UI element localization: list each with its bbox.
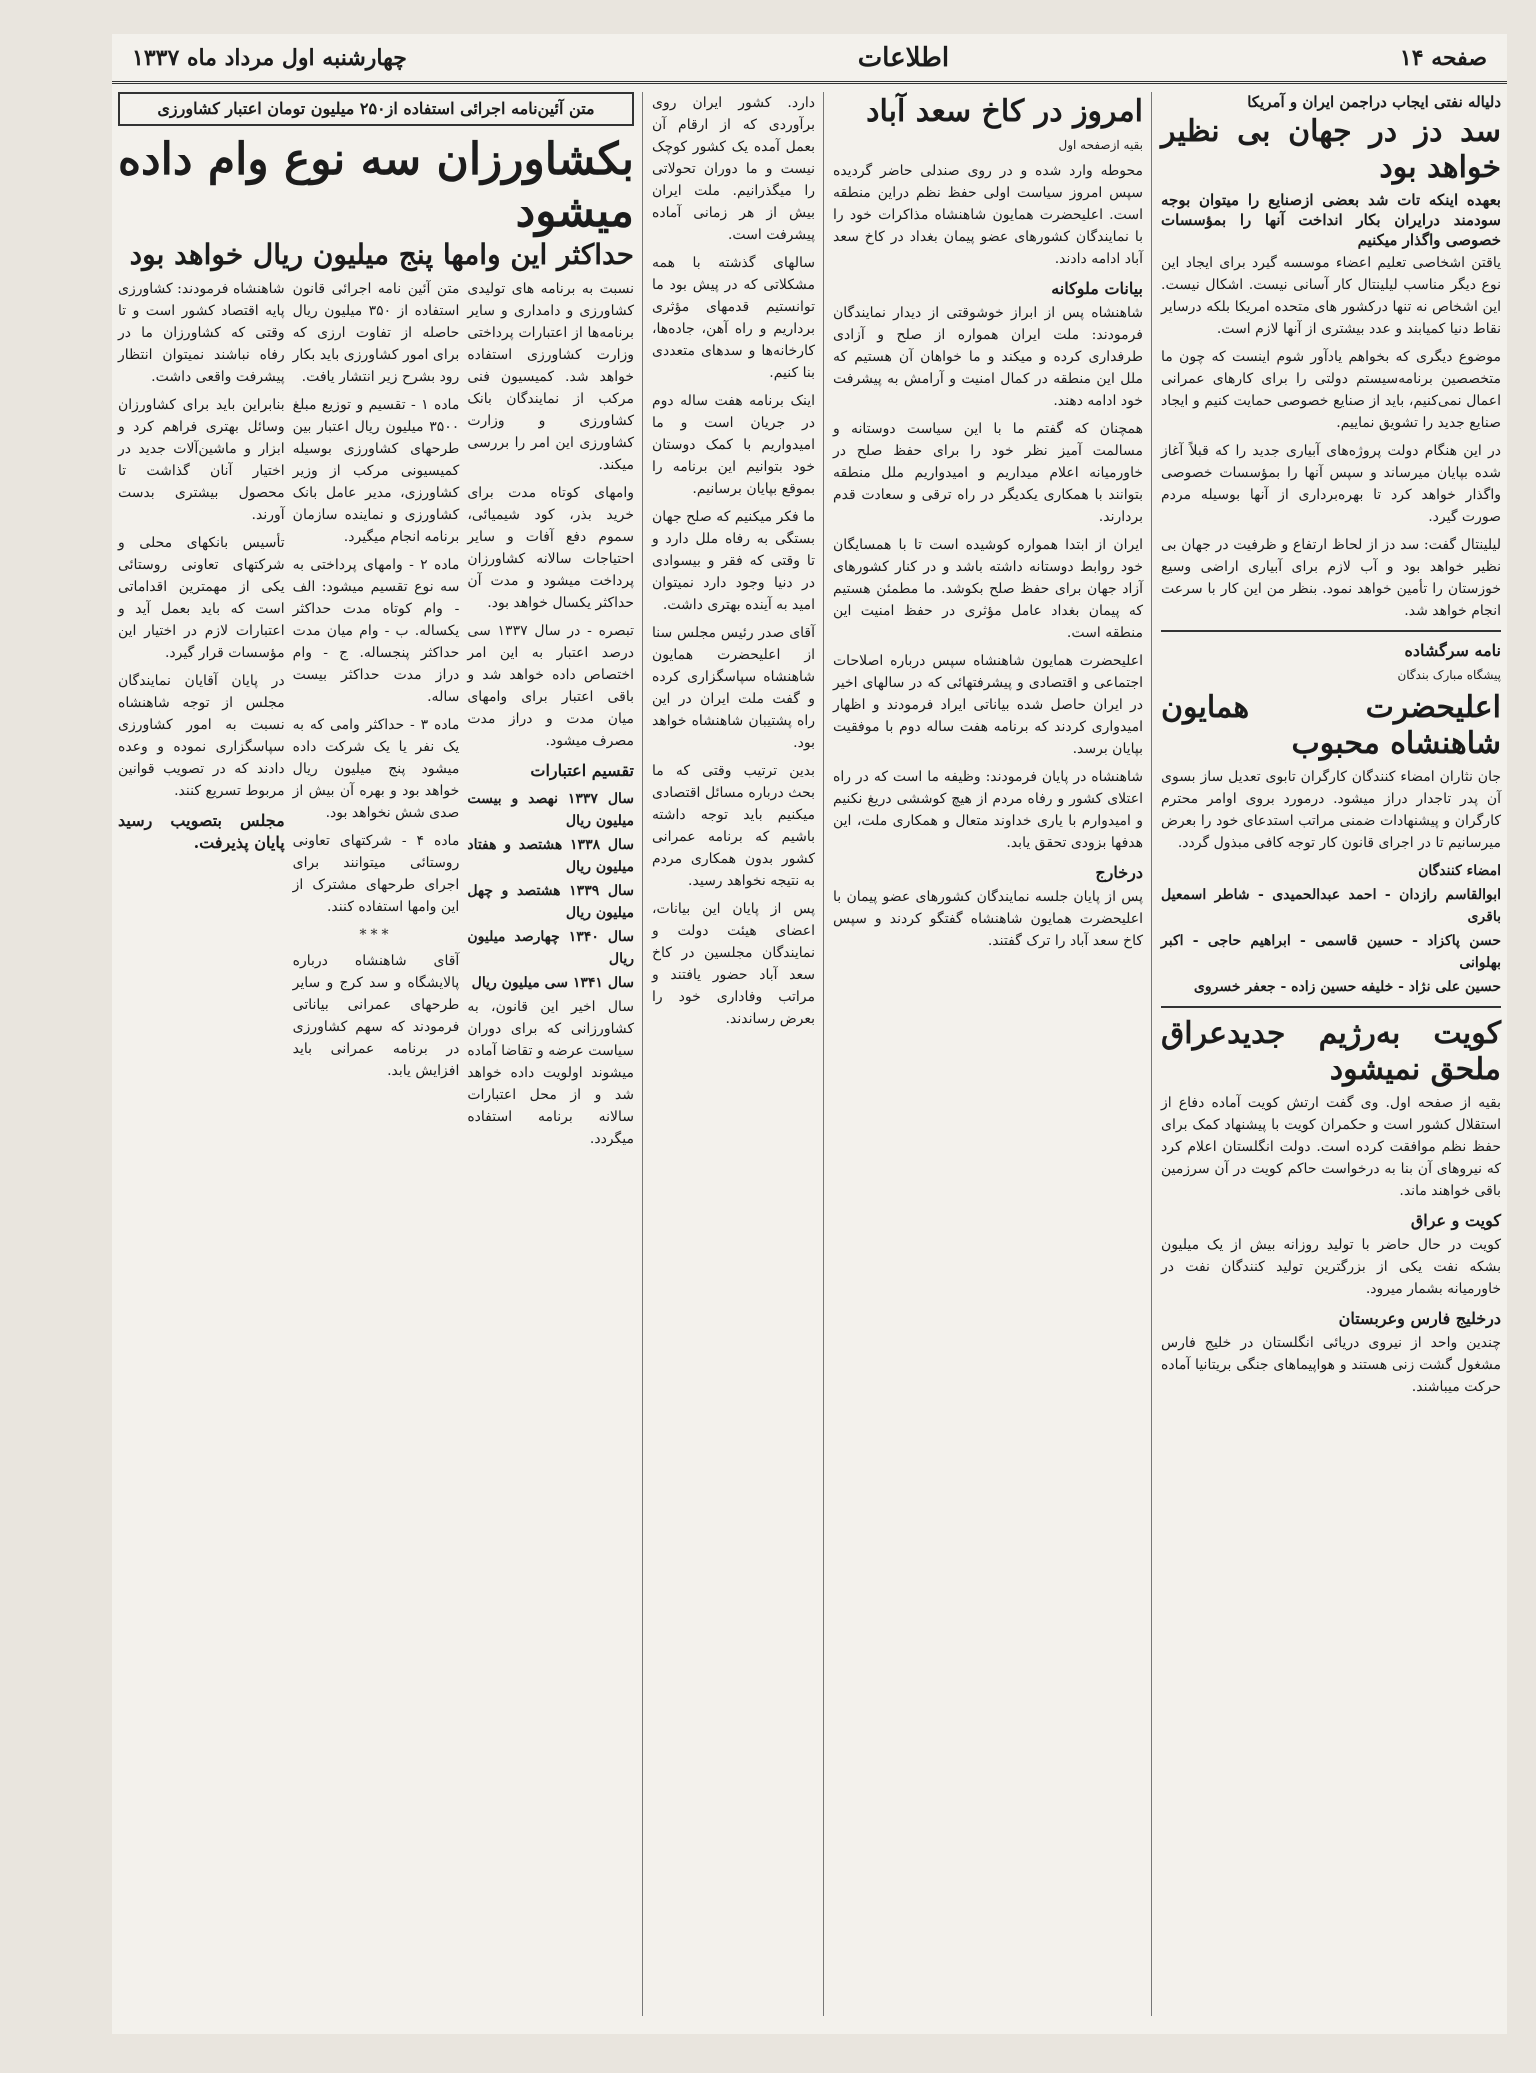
paragraph: سال اخیر این قانون، به کشاورزانی که برای دوران سیاست عرضه و تقاضا آماده میشوند اولویت داده خواهد شد و از محل اعتبارات سالانه برنامه استفاده میگردد.: [467, 999, 634, 1147]
sub-column-right: [467, 278, 634, 1156]
paragraph: پس از پایان این بیانات، اعضای هیئت دولت و نمایندگان مجلسین در کاخ سعد آباد حضور یافتند و مراتب وفاداری خود را بعرض رساندند.: [652, 901, 815, 1027]
article-headline: امروز در کاخ سعد آباد: [866, 94, 1143, 129]
continued-from: بقیه ازصفحه اول: [1058, 138, 1143, 152]
article-headline: سد دز در جهان بی نظیر خواهد بود: [1161, 114, 1501, 185]
paragraph: در پایان آقایان نمایندگان مجلس از توجه شاهنشاه نسبت به امور کشاورزی سپاسگزاری نموده و وعده دادند که در تصویب قوانین مربوط تسریع کنند.: [117, 673, 285, 799]
article-deck: بعهده اینکه تات شد بعضی ازصنایع را میتوان بوجه سودمند درایران بکار انداخت آنها را بمؤسسات خصوصی واگذار میکنیم: [1161, 191, 1501, 249]
article-footer: مجلس بتصویب رسید پایان پذیرفت.: [117, 811, 285, 852]
paragraph: در این هنگام دولت پروژه‌های آبیاری جدید را که قبلاً آغاز شده بپایان میرساند و سپس آنها را بمؤسسات خصوصی واگذار خواهد کرد تا بهره‌برداری از آنها بوسیله مردم صورت گیرد.: [1161, 443, 1501, 525]
paragraph: آقای شاهنشاه درباره پالایشگاه و سد کرج و سایر طرحهای عمرانی بیاناتی فرمودند که سهم کشاورزی در برنامه عمرانی باید افزایش یابد.: [292, 953, 460, 1079]
allocation-item: سال ۱۳۳۷ نهصد و بیست میلیون ریال: [467, 791, 634, 829]
signers-line: حسین علی نژاد - خلیفه حسین زاده - جعفر خسروی: [1193, 979, 1501, 995]
section-title: بیانات ملوکانه: [1051, 279, 1143, 298]
section-title: کویت و عراق: [1410, 1211, 1501, 1230]
main-headline: بکشاورزان سه نوع وام داده میشود: [118, 134, 634, 237]
paragraph: نسبت به برنامه های تولیدی کشاورزی و دامداری و سایر برنامه‌ها از اعتبارات پرداختی وزارت کشاورزی استفاده خواهد شد. کمیسیون فنی مرکب از نمایندگان بانک کشاورزی و وزارت کشاورزی این امر را بررسی میکند.: [467, 281, 634, 473]
paragraph: اعلیحضرت همایون شاهنشاه سپس درباره اصلاحات اجتماعی و اقتصادی و پیشرفتهائی که در سالهای اخیر در ایران حاصل شده بیاناتی ایراد فرمودند و اظهار امیدواری کردند که برنامه هفت ساله دوم با موفقیت بپایان برسد.: [833, 653, 1143, 757]
signers-title: امضاء کنندگان: [1418, 863, 1501, 879]
paragraph: شاهنشاه پس از ابراز خوشوقتی از دیدار نمایندگان فرمودند: ملت ایران همواره از صلح و آزادی طرفداری کرده و میکند و ما خواهان آن هستیم که ملل این منطقه در کمال امنیت و آرامش به پیشرفت خود ادامه دهند.: [833, 305, 1143, 409]
masthead: [112, 34, 1507, 84]
paragraph: لیلینتال گفت: سد دز از لحاظ ارتفاع و ظرفیت در جهان بی نظیر خواهد بود و آب لازم برای آبیاری اراضی وسیع خوزستان را تأمین خواهد نمود. بنظر من این کار با سرعت انجام خواهد شد.: [1161, 537, 1501, 619]
section-title: درخارج: [1095, 863, 1143, 882]
paragraph: ماده ۳ - حداکثر وامی که به یک نفر یا یک شرکت داده میشود پنج میلیون ریال خواهد بود و بهره آن بیش از صدی شش نخواهد بود.: [292, 717, 460, 821]
paragraph: آقای صدر رئیس مجلس سنا از اعلیحضرت همایون شاهنشاه سپاسگزاری کرده و گفت ملت ایران در این راه پشتیبان شاهنشاه خواهد بود.: [652, 625, 815, 751]
divider: [1161, 630, 1501, 632]
paragraph: متن آئین نامه اجرائی قانون استفاده از ۳۵۰ میلیون ریال حاصله از تفاوت ارزی که برای امور کشاورزی باید بکار رود بشرح زیر انتشار یافت.: [292, 281, 460, 385]
paragraph: یاقتن اشخاصی تعلیم اعضاء موسسه گیرد برای ایجاد این نوع دیگر مناسب لیلینتال کار آسانی نیست. اشکال نیست. این اشخاص نه تنها درکشور های متحده امریکا بلکه درسایر نقاط دنیا کمیابند و عدد بیشتری از آنها لازم است.: [1161, 255, 1501, 337]
divider: [1161, 1006, 1501, 1008]
column-3: [646, 92, 821, 2016]
column-1: [1155, 92, 1507, 2016]
paragraph: جان نثاران امضاء کنندگان کارگران تابوی تعدیل ساز بسوی آن پدر تاجدار دراز میشود. درمورد بروی اوامر محترم کارگران و پیشنهادات ضمنی مراتب استدعای خود را بعرض میرسانیم تا در اجرای قانون کار توجه کافی مبذول گردد.: [1161, 769, 1501, 851]
allocation-list: [467, 788, 634, 994]
newspaper-name: اطلاعات: [857, 42, 950, 73]
sub-column-left: [118, 278, 285, 1156]
allocation-item: سال ۱۳۳۸ هشتصد و هفتاد میلیون ریال: [467, 837, 634, 875]
paragraph: اینک برنامه هفت ساله دوم در جریان است و ما امیدواریم با کمک دوستان خود بتوانیم این برنامه را بموقع بپایان برسانیم.: [652, 393, 815, 497]
separator-stars: ***: [359, 927, 393, 943]
issue-date: چهارشنبه اول مرداد ماه ۱۳۳۷: [132, 44, 407, 71]
paragraph: تبصره - در سال ۱۳۳۷ سی درصد اعتبار به این امر اختصاص داده خواهد شد و باقی اعتبار برای وامهای میان مدت و دراز مدت مصرف میشود.: [467, 623, 634, 749]
page-number: صفحه ۱۴: [1399, 44, 1487, 71]
sub-columns: [118, 278, 634, 1156]
allocation-item: سال ۱۳۴۰ چهارصد میلیون ریال: [467, 929, 634, 967]
paragraph: بقیه از صفحه اول. وی گفت ارتش کویت آماده دفاع از استقلال کشور است و حکمران کویت با پیشنهاد کمک برای حفظ نظم موافقت کرده است. دولت انگلستان اعلام کرد که نیروهای آن بنا به درخواست حاکم کویت در آن سرزمین باقی خواهند ماند.: [1161, 1095, 1501, 1199]
allocation-item: سال ۱۳۳۹ هشتصد و چهل میلیون ریال: [467, 883, 634, 921]
paragraph: محوطه وارد شده و در روی صندلی حاضر گردیده سپس امروز سیاست اولی حفظ نظم دراین منطقه است. اعلیحضرت همایون شاهنشاه مذاکرات خود را با نمایندگان کشورهای عضو پیمان بغداد در کاخ سعد آباد ادامه دادند.: [833, 163, 1143, 267]
paragraph: شاهنشاه در پایان فرمودند: وظیفه ما است که در راه اعتلای کشور و رفاه مردم از هیچ کوششی دریغ نکنیم و امیدوارم با یاری خداوند متعال و همکاری ملت، این هدفها بزودی تحقق یابد.: [833, 769, 1143, 851]
section-title: تقسیم اعتبارات: [530, 761, 634, 780]
column-rule: [1151, 92, 1152, 2016]
paragraph: همچنان که گفتم ما با این سیاست دوستانه و مسالمت آمیز نظر خود را برای حفظ صلح در خاورمیانه اعلام میداریم و امیدواریم ملل منطقه بتوانند با همکاری یکدیگر در راه ترقی و سعادت قدم بردارند.: [833, 421, 1143, 525]
article-kicker: دلیاله نفتی ایجاب دراجمن ایران و آمریکا: [1247, 93, 1501, 111]
allocation-item: سال ۱۳۴۱ سی میلیون ریال: [471, 975, 634, 991]
paragraph: بدین ترتیب وقتی که ما بحث درباره مسائل اقتصادی میکنیم باید توجه داشته باشیم که برنامه عمرانی کشور بدون همکاری مردم به نتیجه نخواهد رسید.: [652, 763, 815, 889]
paragraph: ماده ۲ - وامهای پرداختی به سه نوع تقسیم میشود: الف - وام کوتاه مدت حداکثر یکساله. ب - وام میان مدت حداکثر پنجساله. ج - وام دراز مدت حداکثر بیست ساله.: [292, 557, 460, 705]
article-headline: کویت به‌رژیم جدیدعراق ملحق نمیشود: [1161, 1016, 1501, 1087]
paragraph: شاهنشاه فرمودند: کشاورزی پایه اقتصاد کشور است و تا وقتی که کشاورزان ما در رفاه نباشند نمیتوان انتظار پیشرفت واقعی داشت.: [117, 281, 285, 385]
column-2: [827, 92, 1149, 2016]
signers-list: [1161, 860, 1501, 998]
article-headline: اعلیحضرت همایون شاهنشاه محبوب: [1161, 690, 1501, 761]
paragraph: پس از پایان جلسه نمایندگان کشورهای عضو پیمان با اعلیحضرت همایون شاهنشاه گفتگو کردند و سپس کاخ سعد آباد را ترک گفتند.: [833, 889, 1143, 949]
column-rule: [642, 92, 643, 2016]
paragraph: ما فکر میکنیم که صلح جهان بستگی به رفاه ملل دارد و تا وقتی که فقر و بیسوادی در دنیا وجود دارد نمیتوان امید به آینده بهتری داشت.: [652, 509, 815, 613]
section-title: نامه سرگشاده: [1404, 641, 1501, 660]
signers-line: ابوالقاسم رازدان - احمد عبدالحمیدی - شاطر اسمعیل باقری: [1161, 887, 1501, 925]
paragraph: موضوع دیگری که بخواهم یادآور شوم اینست که چون ما متخصصین برنامه‌سیستم دولتی را برای کارهای عمرانی اعمال نمی‌کنیم، باید از صنایع خصوصی حمایت کنیم و ایجاد صنایع جدید را تشویق نماییم.: [1161, 349, 1501, 431]
section-subtitle: پیشگاه مبارک بندگان: [1397, 668, 1501, 682]
column-rule: [823, 92, 824, 2016]
paragraph: ماده ۴ - شرکتهای تعاونی روستائی میتوانند برای اجرای طرحهای مشترک از این وامها استفاده کنند.: [292, 833, 460, 915]
boxed-title: متن آئین‌نامه اجرائی استفاده از۲۵۰ میلیون تومان اعتبار کشاورزی: [118, 92, 634, 126]
paragraph: کویت در حال حاضر با تولید روزانه بیش از یک میلیون بشکه نفت یکی از بزرگترین تولید کنندگان نفت در خاورمیانه بشمار میرود.: [1161, 1237, 1501, 1297]
sub-column-middle: [293, 278, 460, 1156]
paragraph: تأسیس بانکهای محلی و شرکتهای تعاونی روستائی یکی از مهمترین اقداماتی است که باید بعمل آید و اعتبارات لازم در اختیار این مؤسسات قرار گیرد.: [117, 535, 285, 661]
paragraph: سالهای گذشته با همه مشکلاتی که در پیش بود ما توانستیم قدمهای مؤثری برداریم و راه آهن، جاده‌ها، کارخانه‌ها و سدهای متعددی بنا کنیم.: [652, 255, 815, 381]
main-deck: حداکثر این وامها پنج میلیون ریال خواهد بود: [129, 238, 634, 271]
signers-line: حسن پاکزاد - حسین قاسمی - ابراهیم حاجی - اکبر بهلوانی: [1161, 933, 1501, 971]
paragraph: دارد. کشور ایران روی برآوردی که از ارقام آن بعمل آمده یک کشور کوچک نیست و ما دوران تحولاتی را میگذرانیم. ملت ایران بیش از هر زمانی آماده پیشرفت است.: [652, 95, 815, 243]
column-4: [112, 92, 640, 2016]
paragraph: وامهای کوتاه مدت برای خرید بذر، کود شیمیائی، سموم دفع آفات و سایر احتیاجات سالانه کشاورزان پرداخت میشود و مدت آن حداکثر یکسال خواهد بود.: [467, 485, 634, 611]
paragraph: ماده ۱ - تقسیم و توزیع مبلغ ۳۵۰۰ میلیون ریال اعتبار بین طرحهای کشاورزی بوسیله کمیسیونی مرکب از وزیر کشاورزی، مدیر عامل بانک کشاورزی و نماینده سازمان برنامه انجام میگیرد.: [292, 397, 460, 545]
section-title: درخلیج فارس وعربستان: [1338, 1309, 1501, 1328]
newspaper-page: [112, 34, 1507, 2034]
paragraph: بنابراین باید برای کشاورزان وسائل بهتری فراهم کرد و ابزار و ماشین‌آلات جدید در اختیار آنان گذاشت تا محصول بیشتری بدست آورند.: [117, 397, 285, 523]
paragraph: چندین واحد از نیروی دریائی انگلستان در خلیج فارس مشغول گشت زنی هستند و هواپیماهای جنگی بریتانیا آماده حرکت میباشند.: [1161, 1335, 1501, 1395]
paragraph: ایران از ابتدا همواره کوشیده است تا با همسایگان خود روابط دوستانه داشته باشد و در کنار کشورهای آزاد جهان برای حفظ صلح بکوشد. ما مطمئن هستیم که پیمان بغداد عامل مؤثری در حفظ امنیت این منطقه است.: [833, 537, 1143, 641]
